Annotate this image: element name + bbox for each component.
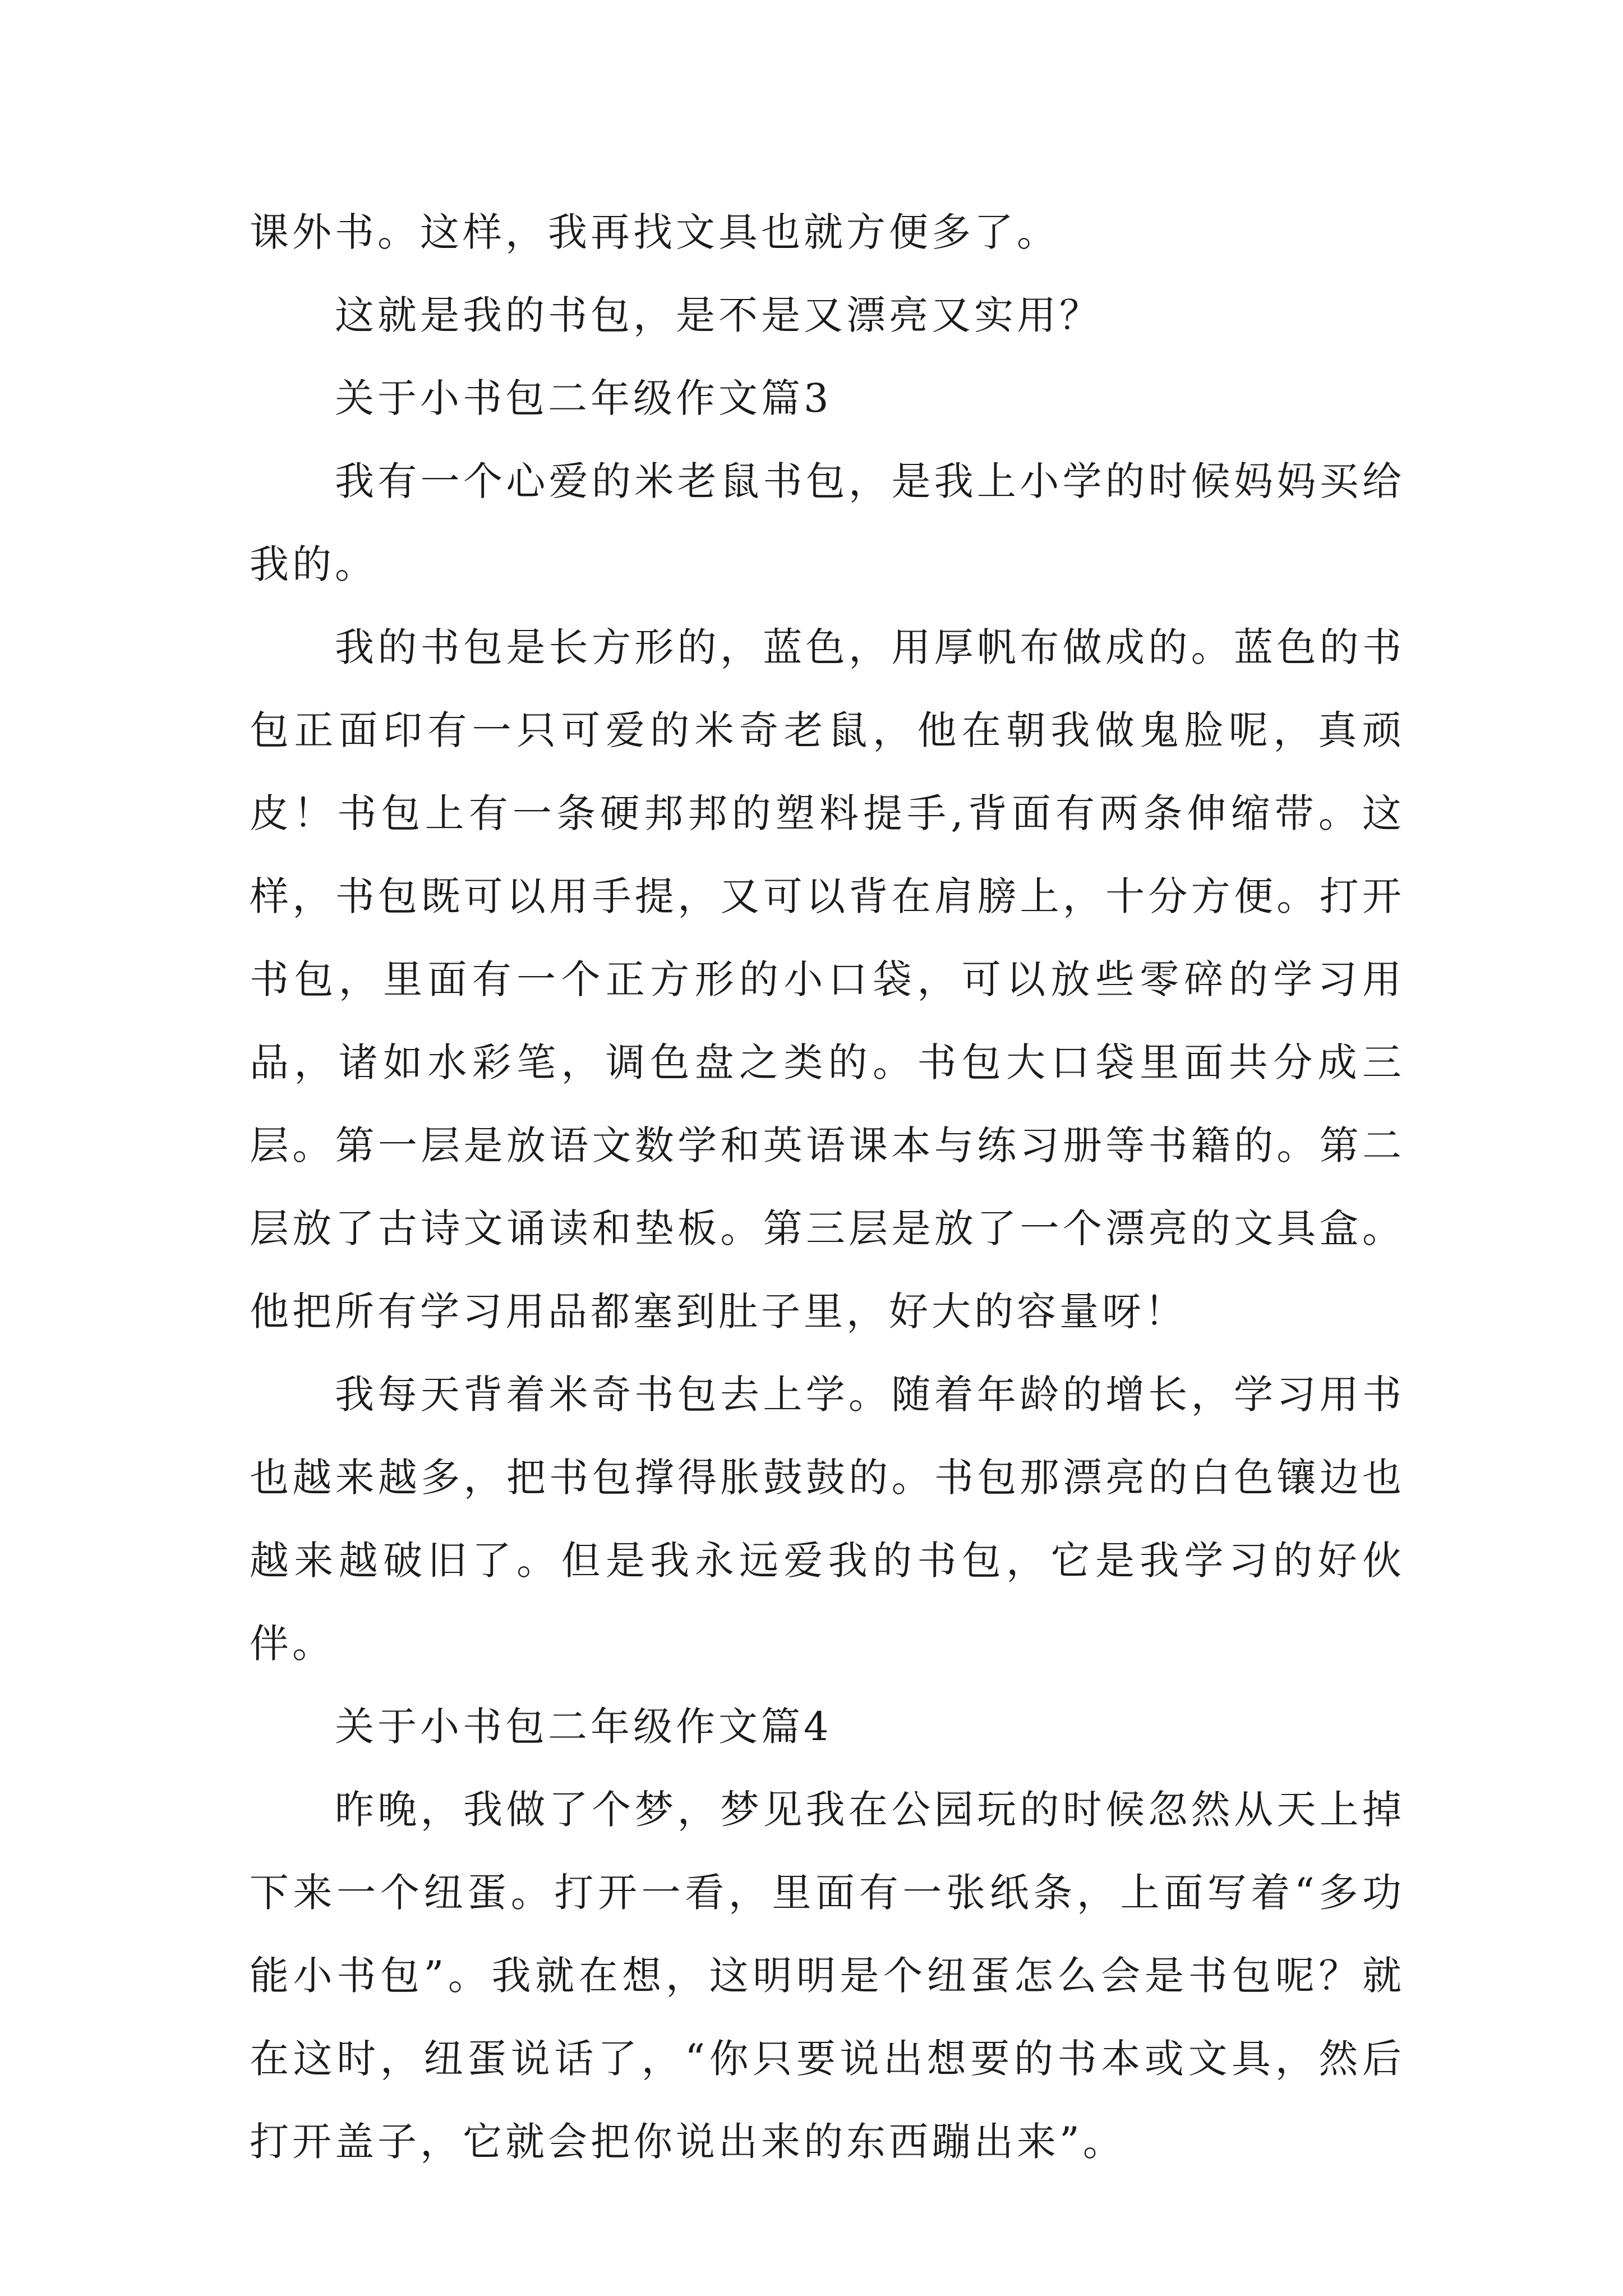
paragraph: 我有一个心爱的米老鼠书包，是我上小学的时候妈妈买给我的。 — [250, 458, 1405, 587]
paragraph-continuation: 课外书。这样，我再找文具也就方便多了。 — [250, 209, 1059, 255]
section-heading: 关于小书包二年级作文篇4 — [335, 1704, 832, 1750]
paragraph: 我每天背着米奇书包去上学。随着年龄的增长，学习用书也越来越多，把书包撑得胀鼓鼓的。书包那漂亮的白色镶边也越来越破旧了。但是我永远爱我的书包，它是我学习的好伙伴。 — [250, 1372, 1405, 1667]
paragraph: 我的书包是长方形的，蓝色，用厚帆布做成的。蓝色的书包正面印有一只可爱的米奇老鼠，他在朝我做鬼脸呢，真顽皮！书包上有一条硬邦邦的塑料提手,背面有两条伸缩带。这样，书包既可以用手提，又可以背在肩膀上，十分方便。打开书包，里面有一个正方形的小口袋，可以放些零碎的学习用品，诸如水彩笔，调色盘之类的。书包大口袋里面共分成三层。第一层是放语文数学和英语课本与练习册等书籍的。第二层放了古诗文诵读和垫板。第三层是放了一个漂亮的文具盒。他把所有学习用品都塞到肚子里，好大的容量呀！ — [250, 624, 1405, 1335]
paragraph: 昨晚，我做了个梦，梦见我在公园玩的时候忽然从天上掉下来一个纽蛋。打开一看，里面有一张纸条，上面写着“多功能小书包”。我就在想，这明明是个纽蛋怎么会是书包呢？就在这时，纽蛋说话了，“你只要说出想要的书本或文具，然后打开盖子，它就会把你说出来的东西蹦出来”。 — [250, 1787, 1405, 2165]
paragraph: 这就是我的书包，是不是又漂亮又实用？ — [335, 292, 1102, 338]
document-body — [250, 191, 1405, 2183]
section-heading: 关于小书包二年级作文篇3 — [335, 375, 832, 421]
